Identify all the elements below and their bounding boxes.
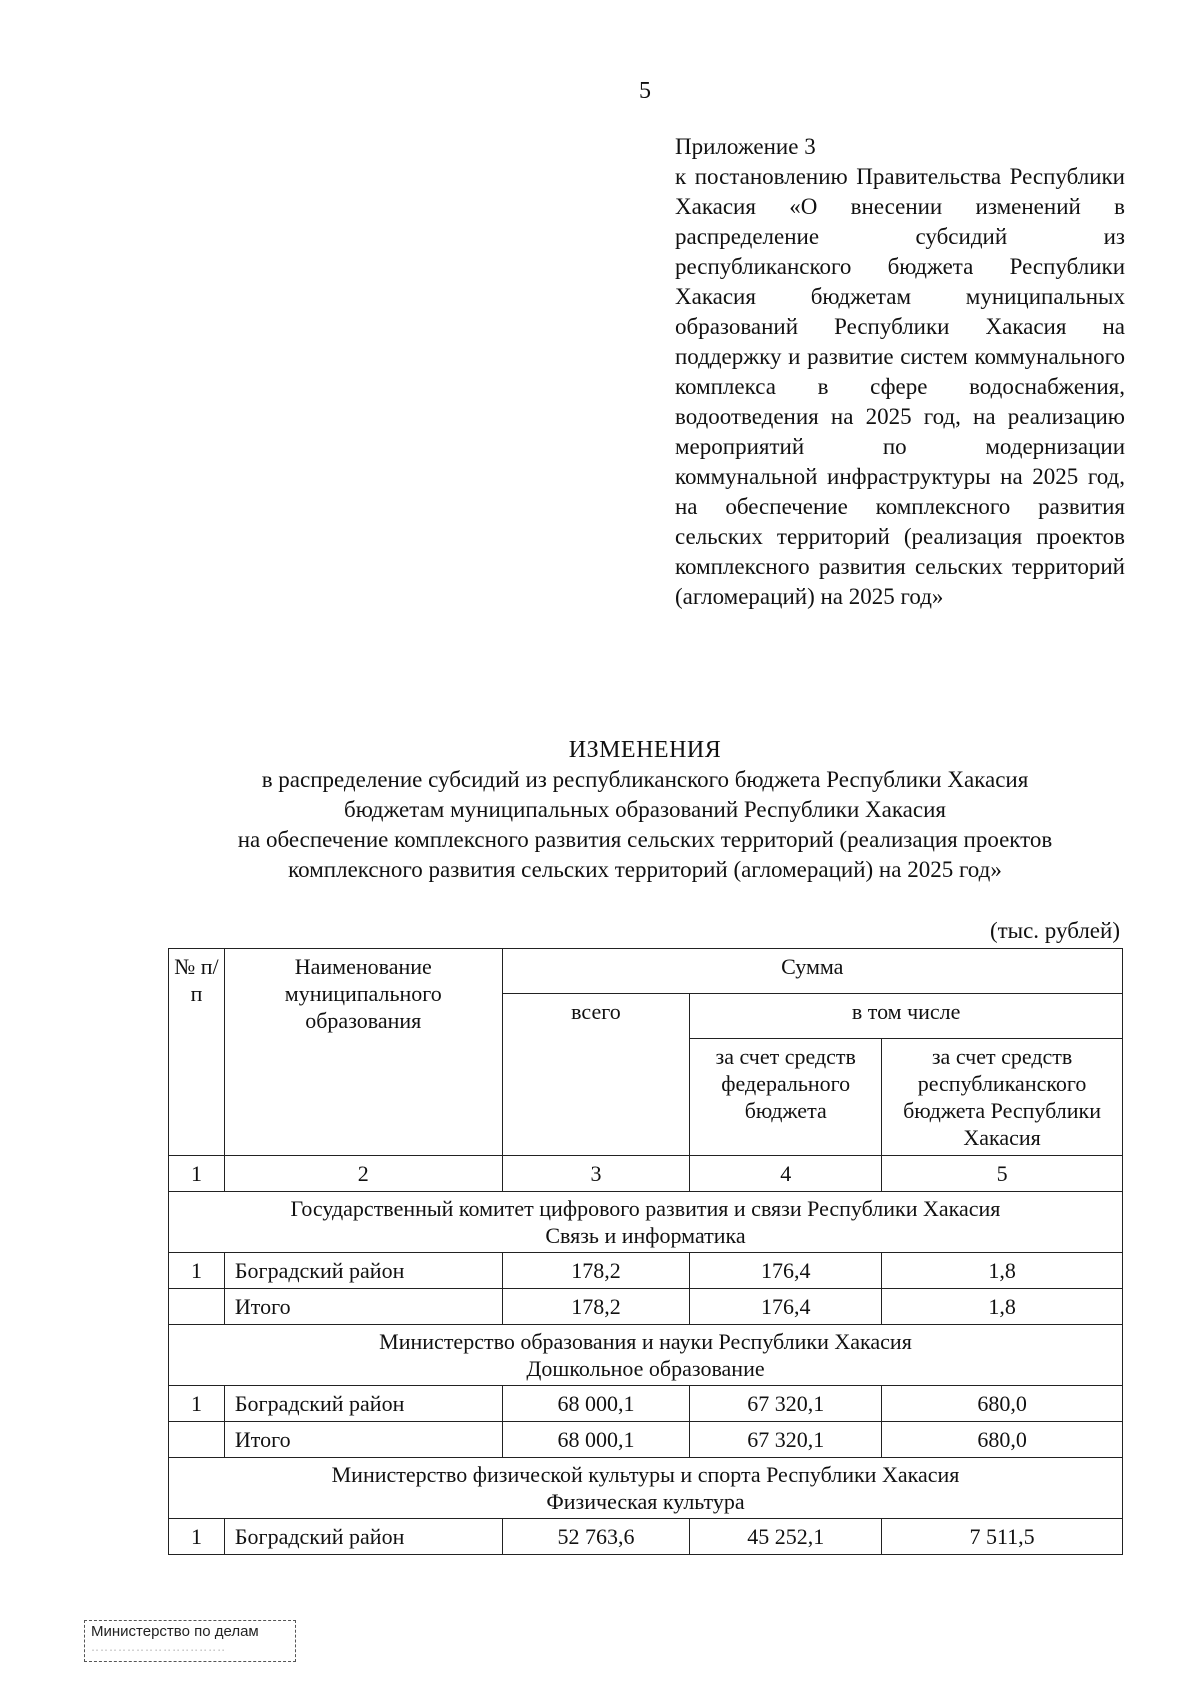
row-name: Итого: [224, 1422, 502, 1458]
row-num: [169, 1289, 225, 1325]
row-total: 52 763,6: [502, 1519, 690, 1555]
row-federal: 176,4: [690, 1253, 882, 1289]
row-total: 68 000,1: [502, 1386, 690, 1422]
header-total: всего: [502, 994, 690, 1156]
appendix-body: к постановлению Правительства Республики Хакасия «О внесении изменений в распределение субсидий из республиканского бюджета Республики Хакасия бюджетам муниципальных образований Республики Хакасия на поддержку и развитие систем коммунального комплекса в сфере водоснабжения, водоотведения на 2025 год, на реализацию мероприятий по модернизации коммунальной инфраструктуры на 2025 год, на обеспечение комплексного развития сельских территорий (реализация проектов комплексного развития сельских территорий (агломераций) на 2025 год»: [675, 164, 1125, 609]
row-federal: 67 320,1: [690, 1422, 882, 1458]
distribution-table: [168, 948, 1123, 1555]
heading-line: на обеспечение комплексного развития сельских территорий (реализация проектов: [237, 827, 1053, 852]
row-name: Боградский район: [224, 1386, 502, 1422]
section-area: Физическая культура: [546, 1489, 745, 1514]
appendix-title: Приложение 3: [675, 134, 816, 159]
section-ministry: Министерство физической культуры и спорта Республики Хакасия: [331, 1462, 960, 1487]
row-republic: 680,0: [882, 1422, 1123, 1458]
column-number: 4: [690, 1156, 882, 1192]
column-number: 1: [169, 1156, 225, 1192]
header-republic: за счет средств республиканского бюджета Республики Хакасия: [882, 1039, 1123, 1156]
heading-title: ИЗМЕНЕНИЯ: [568, 737, 722, 763]
document-heading: [120, 735, 1170, 885]
row-total: 178,2: [502, 1289, 690, 1325]
table-row: [169, 1289, 1123, 1325]
row-num: 1: [169, 1253, 225, 1289]
row-republic: 680,0: [882, 1386, 1123, 1422]
row-republic: 1,8: [882, 1253, 1123, 1289]
table-row: [169, 1422, 1123, 1458]
header-name: Наименование муниципального образования: [224, 949, 502, 1156]
section-ministry: Министерство образования и науки Республики Хакасия: [379, 1329, 912, 1354]
table-row: [169, 1386, 1123, 1422]
units-label: (тыс. рублей): [989, 918, 1120, 943]
header-sum: Сумма: [502, 949, 1122, 994]
row-num: [169, 1422, 225, 1458]
appendix-block: [675, 132, 1125, 612]
row-name: Итого: [224, 1289, 502, 1325]
column-number: 3: [502, 1156, 690, 1192]
section-area: Связь и информатика: [545, 1223, 746, 1248]
section-header: [169, 1192, 1123, 1253]
header-federal: за счет средств федерального бюджета: [690, 1039, 882, 1156]
heading-line: в распределение субсидий из республиканского бюджета Республики Хакасия: [261, 767, 1029, 792]
section-area: Дошкольное образование: [526, 1356, 765, 1381]
row-name: Боградский район: [224, 1519, 502, 1555]
stamp-text: Министерство по делам: [91, 1623, 259, 1640]
registration-stamp: [84, 1620, 296, 1662]
section-header: [169, 1458, 1123, 1519]
page-number: 5: [639, 78, 651, 104]
row-num: 1: [169, 1519, 225, 1555]
column-number: 2: [224, 1156, 502, 1192]
row-federal: 45 252,1: [690, 1519, 882, 1555]
row-total: 68 000,1: [502, 1422, 690, 1458]
header-including: в том числе: [690, 994, 1123, 1039]
heading-line: комплексного развития сельских территорий (агломераций) на 2025 год»: [288, 857, 1002, 882]
row-republic: 1,8: [882, 1289, 1123, 1325]
stamp-faded-line: ‥‥‥‥‥‥‥‥‥‥‥‥‥‥‥: [91, 1640, 227, 1654]
row-federal: 67 320,1: [690, 1386, 882, 1422]
header-num: № п/п: [169, 949, 225, 1156]
row-num: 1: [169, 1386, 225, 1422]
row-total: 178,2: [502, 1253, 690, 1289]
row-federal: 176,4: [690, 1289, 882, 1325]
section-header: [169, 1325, 1123, 1386]
heading-line: бюджетам муниципальных образований Республики Хакасия: [344, 797, 946, 822]
column-number: 5: [882, 1156, 1123, 1192]
table-row: [169, 1253, 1123, 1289]
row-name: Боградский район: [224, 1253, 502, 1289]
table-row: [169, 1519, 1123, 1555]
row-republic: 7 511,5: [882, 1519, 1123, 1555]
section-ministry: Государственный комитет цифрового развития и связи Республики Хакасия: [290, 1196, 1001, 1221]
